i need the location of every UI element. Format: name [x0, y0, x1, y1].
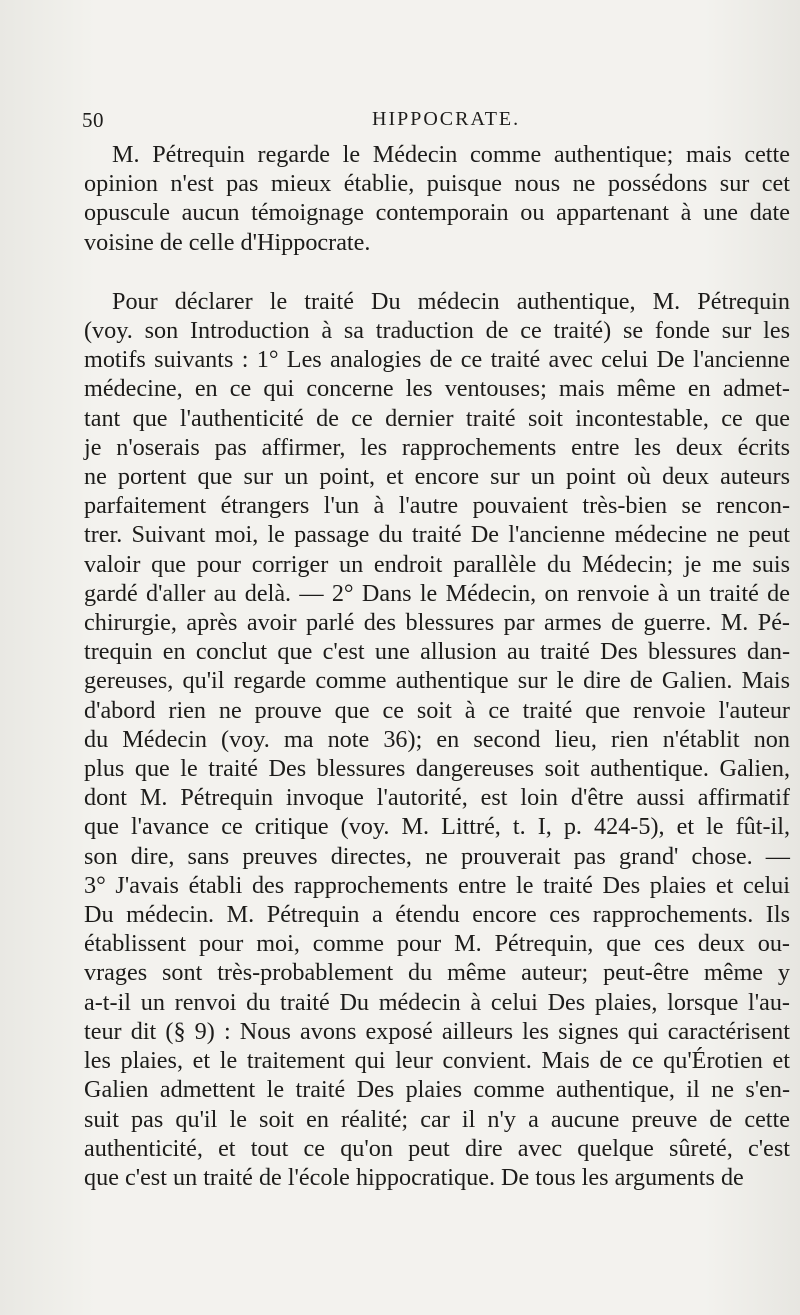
text-line: trequin en conclut que c'est une allusion au traité Des blessures dan- [84, 638, 790, 666]
text-line: tant que l'authenticité de ce dernier traité soit incontestable, ce que [84, 404, 790, 432]
text-line: je n'oserais pas affirmer, les rapprochements entre les deux écrits [84, 433, 790, 461]
paragraph-gap [84, 257, 790, 287]
text-line: gereuses, qu'il regarde comme authentique sur le dire de Galien. Mais [84, 667, 790, 695]
text-line: authenticité, et tout ce qu'on peut dire avec quelque sûreté, c'est [84, 1134, 790, 1162]
text-line: médecine, en ce qui concerne les ventouses; mais même en admet- [84, 375, 790, 403]
text-line: Galien admettent le traité Des plaies comme authentique, il ne s'en- [84, 1076, 790, 1104]
text-line: valoir que pour corriger un endroit parallèle du Médecin; je me suis [84, 550, 790, 578]
text-line: opuscule aucun témoignage contemporain ou appartenant à une date [84, 199, 790, 227]
text-line: d'abord rien ne prouve que ce soit à ce traité que renvoie l'auteur [84, 696, 790, 724]
text-line: suit pas qu'il le soit en réalité; car il n'y a aucune preuve de cette [84, 1105, 790, 1133]
text-line: trer. Suivant moi, le passage du traité De l'ancienne médecine ne peut [84, 521, 790, 549]
text-line: teur dit (§ 9) : Nous avons exposé ailleurs les signes qui caractérisent [84, 1017, 790, 1045]
text-line: vrages sont très-probablement du même auteur; peut-être même y [84, 959, 790, 987]
page-number: 50 [82, 108, 104, 132]
text-line: que c'est un traité de l'école hippocratique. De tous les arguments de [84, 1163, 744, 1191]
text-line: Du médecin. M. Pétrequin a étendu encore ces rapprochements. Ils [84, 901, 790, 929]
text-line: (voy. son Introduction à sa traduction de ce traité) se fonde sur les [84, 317, 790, 345]
page-body [84, 140, 790, 1192]
text-line: voisine de celle d'Hippocrate. [84, 228, 371, 256]
text-line: du Médecin (voy. ma note 36); en second lieu, rien n'établit non [84, 725, 790, 753]
text-line: parfaitement étrangers l'un à l'autre pouvaient très-bien se rencon- [84, 492, 790, 520]
text-line: 3° J'avais établi des rapprochements entre le traité Des plaies et celui [84, 871, 790, 899]
text-line: plus que le traité Des blessures dangereuses soit authentique. Galien, [84, 755, 790, 783]
text-line: motifs suivants : 1° Les analogies de ce traité avec celui De l'ancienne [84, 346, 790, 374]
text-line: Pour déclarer le traité Du médecin authentique, M. Pétrequin [112, 287, 790, 315]
text-line: chirurgie, après avoir parlé des blessures par armes de guerre. M. Pé- [84, 609, 790, 637]
text-line: dont M. Pétrequin invoque l'autorité, est loin d'être aussi affirmatif [84, 784, 790, 812]
running-head: HIPPOCRATE. [372, 108, 521, 130]
text-line: que l'avance ce critique (voy. M. Littré, t. I, p. 424-5), et le fût-il, [84, 813, 790, 841]
text-line: ne portent que sur un point, et encore sur un point où deux auteurs [84, 463, 790, 491]
text-line: opinion n'est pas mieux établie, puisque nous ne possédons sur cet [84, 170, 790, 198]
text-line: M. Pétrequin regarde le Médecin comme authentique; mais cette [112, 141, 790, 168]
text-line: établissent pour moi, comme pour M. Pétrequin, que ces deux ou- [84, 930, 790, 958]
text-line: a-t-il un renvoi du traité Du médecin à celui Des plaies, lorsque l'au- [84, 988, 790, 1016]
text-line: gardé d'aller au delà. — 2° Dans le Médecin, on renvoie à un traité de [84, 579, 790, 607]
text-line: les plaies, et le traitement qui leur convient. Mais de ce qu'Érotien et [84, 1047, 790, 1075]
text-line: son dire, sans preuves directes, ne prouverait pas grand' chose. — [84, 842, 790, 870]
page-header [82, 108, 772, 138]
